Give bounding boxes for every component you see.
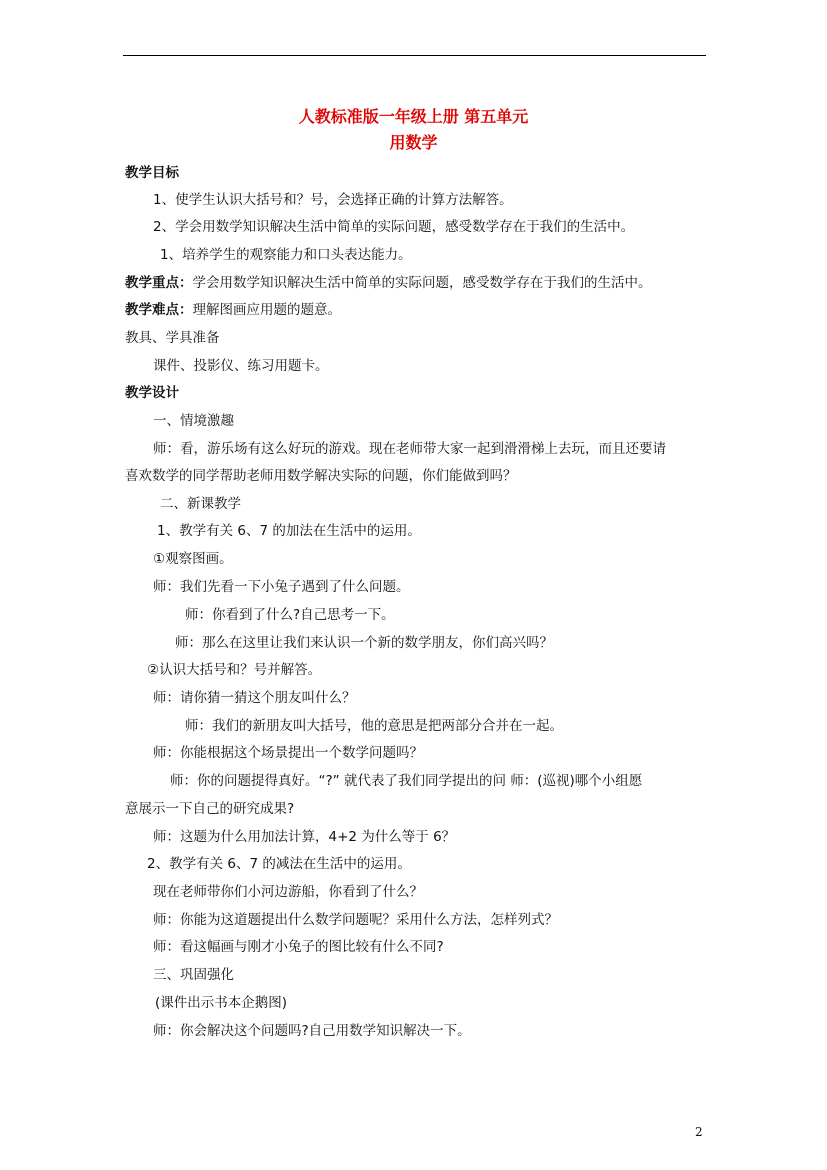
- paragraph-line: 师：你能根据这个场景提出一个数学问题吗？: [153, 745, 423, 761]
- key-point-label: 教学重点：: [125, 275, 193, 291]
- difficult-point-label: 教学难点：: [125, 302, 193, 318]
- paragraph-line: 师：这题为什么用加法计算，4+2 为什么等于 6？: [153, 829, 456, 845]
- paragraph-line: 师：我们的新朋友叫大括号，他的意思是把两部分合并在一起。: [185, 718, 563, 734]
- paragraph-line: (课件出示书本企鹅图): [155, 995, 288, 1011]
- paragraph-line: 师：你能为这道题提出什么数学问题呢？采用什么方法，怎样列式？: [153, 912, 558, 928]
- section-heading: 一、情境激趣: [153, 413, 234, 429]
- objectives-heading: 教学目标: [125, 165, 179, 181]
- paragraph-line: 2、教学有关 6、7 的减法在生活中的运用。: [147, 856, 411, 872]
- key-point: [125, 274, 652, 292]
- difficult-point: [125, 301, 341, 319]
- paragraph-line: 师：你看到了什么?自己思考一下。: [185, 607, 395, 623]
- paragraph-line: 师：看这幅画与刚才小兔子的图比较有什么不同?: [153, 939, 444, 955]
- paragraph-line: 意展示一下自己的研究成果?: [125, 801, 295, 817]
- objective-item: 1、培养学生的观察能力和口头表达能力。: [160, 247, 412, 263]
- paragraph-line: 师：那么在这里让我们来认识一个新的数学朋友，你们高兴吗？: [175, 635, 553, 651]
- materials-heading: 教具、学具准备: [125, 330, 220, 346]
- paragraph-line: 师：你会解决这个问题吗?自己用数学知识解决一下。: [153, 1023, 471, 1039]
- materials-text: 课件、投影仪、练习用题卡。: [153, 358, 329, 374]
- document-title: 人教标准版一年级上册 第五单元: [298, 107, 529, 126]
- paragraph-line: 现在老师带你们小河边游船，你看到了什么？: [153, 884, 423, 900]
- paragraph-line: 喜欢数学的同学帮助老师用数学解决实际的问题，你们能做到吗？: [125, 468, 517, 484]
- paragraph-line: 师：请你猜一猜这个朋友叫什么？: [153, 690, 356, 706]
- paragraph-line: ②认识大括号和？号并解答。: [147, 662, 322, 678]
- page-number: 2: [695, 1125, 703, 1139]
- paragraph-line: ①观察图画。: [153, 551, 233, 567]
- paragraph-line: 师：我们先看一下小兔子遇到了什么问题。: [153, 579, 410, 595]
- paragraph-line: 师：看，游乐场有这么好玩的游戏。现在老师带大家一起到滑滑梯上去玩，而且还要请: [153, 441, 666, 457]
- header-rule: [123, 55, 706, 56]
- difficult-point-text: 理解图画应用题的题意。: [192, 302, 341, 318]
- key-point-text: 学会用数学知识解决生活中简单的实际问题，感受数学存在于我们的生活中。: [192, 275, 652, 291]
- section-heading: 二、新课教学: [160, 496, 241, 512]
- section-heading: 三、巩固强化: [153, 967, 234, 983]
- paragraph-line: 1、教学有关 6、7 的加法在生活中的运用。: [157, 523, 421, 539]
- objective-item: 2、学会用数学知识解决生活中简单的实际问题，感受数学存在于我们的生活中。: [153, 219, 635, 235]
- paragraph-line: 师：你的问题提得真好。“?” 就代表了我们同学提出的问 师：(巡视)哪个小组愿: [170, 773, 643, 789]
- design-heading: 教学设计: [125, 385, 179, 401]
- objective-item: 1、使学生认识大括号和？号，会选择正确的计算方法解答。: [153, 192, 513, 208]
- document-subtitle: 用数学: [389, 133, 438, 152]
